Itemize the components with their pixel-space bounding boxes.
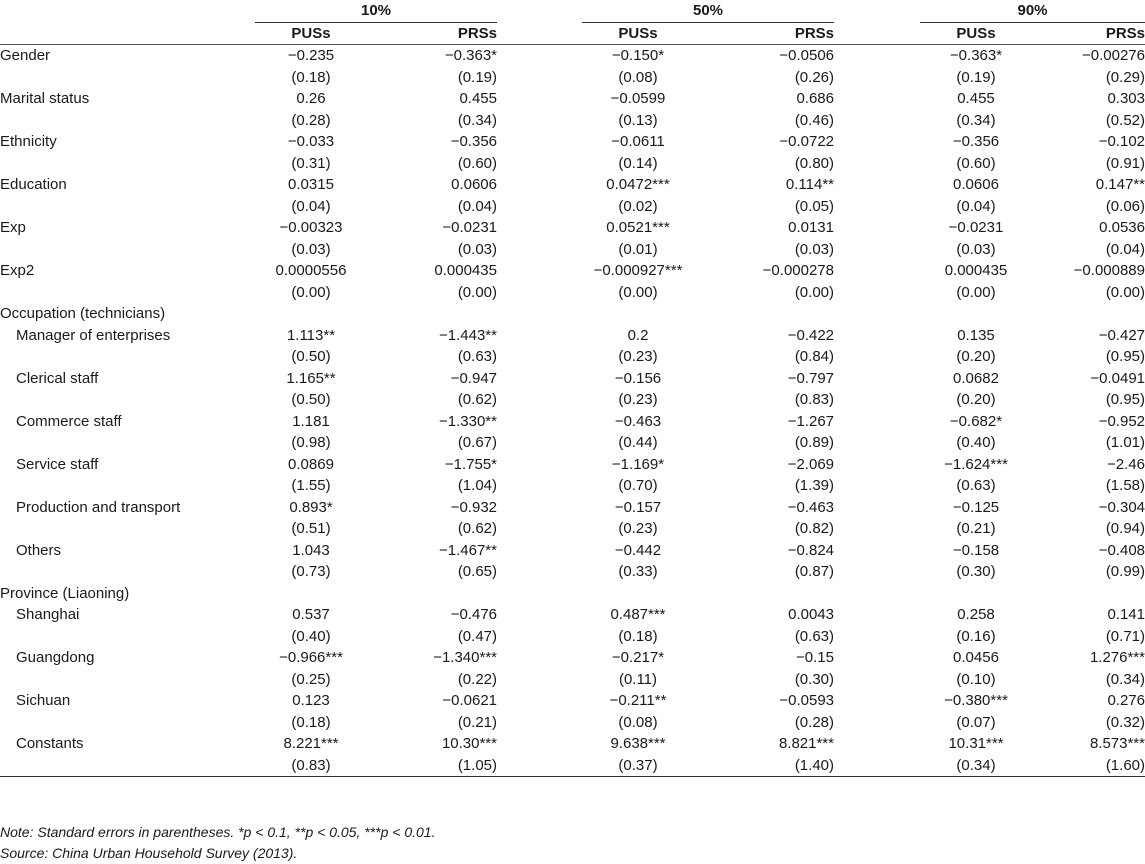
coefficient-cell: 10.30*** [441,735,497,752]
standard-error-cell: (0.04) [457,197,497,215]
standard-error-cell: (0.99) [1105,563,1145,580]
standard-error-cell: (0.04) [291,197,331,215]
coefficient-cell: 1.113** [286,326,336,344]
standard-error-cell: (0.71) [1105,627,1145,645]
coefficient-cell: −0.125 [952,498,1000,516]
coefficient-cell: −0.158 [952,541,1000,559]
standard-error-cell: (0.04) [1105,240,1145,258]
standard-error-cell: (0.95) [1105,348,1145,365]
coefficient-cell: 0.0521*** [606,219,670,236]
standard-error-cell: (0.21) [956,520,996,537]
row-label: Constants [16,735,84,752]
coefficient-cell: 0.276 [1107,692,1145,709]
standard-error-cell: (0.87) [794,563,834,580]
standard-error-cell: (0.60) [956,154,996,172]
coefficient-cell: 9.638*** [610,735,666,752]
coefficient-cell: 0.0606 [953,176,999,193]
coefficient-cell: −1.467** [439,541,497,559]
coefficient-cell: 0.0606 [451,176,497,193]
coefficient-cell: 8.573*** [1089,735,1145,752]
coefficient-cell: 0.303 [1107,90,1145,107]
standard-error-cell: (0.73) [291,563,331,580]
standard-error-cell: (0.00) [1105,283,1145,301]
coefficient-cell: −0.0593 [779,692,834,709]
row-label: Sichuan [16,692,71,709]
standard-error-cell: (0.00) [457,283,497,301]
standard-error-cell: (0.08) [618,68,658,86]
standard-error-cell: (0.23) [618,348,658,365]
coefficient-cell: 0.123 [292,692,330,709]
coefficient-cell: 1.165** [286,369,336,387]
standard-error-cell: (0.18) [291,713,331,731]
standard-error-cell: (0.30) [794,670,834,688]
coefficient-cell: −0.0611 [611,133,665,150]
standard-error-row [0,561,1145,583]
coefficient-cell: −0.0599 [610,90,666,107]
coefficient-cell: 0.0536 [1099,219,1145,236]
coefficient-cell: 0.2 [627,326,649,344]
coefficient-cell: −1.169* [611,455,665,473]
coefficient-cell: −0.211** [609,692,667,709]
standard-error-cell: (1.01) [1105,434,1145,451]
coefficient-cell: 0.0000556 [275,262,347,279]
coefficient-cell: −2.46 [1107,455,1145,473]
coefficient-row [0,260,1145,282]
row-label: Commerce staff [16,412,122,430]
coefficient-cell: 0.0869 [288,455,334,473]
coefficient-cell: −0.463 [614,412,662,430]
coefficient-cell: −0.0506 [779,47,834,64]
standard-error-cell: (0.34) [1105,670,1145,688]
row-label: Shanghai [16,606,80,623]
standard-error-cell: (0.51) [291,520,331,537]
section-heading-row [0,303,1145,325]
standard-error-cell: (0.00) [794,283,834,301]
coefficient-cell: −0.824 [787,541,834,559]
coefficient-cell: −0.952 [1098,412,1145,430]
standard-error-row [0,669,1145,691]
coefficient-cell: −0.797 [787,369,834,387]
coefficient-row [0,325,1145,347]
coefficient-cell: −0.422 [787,326,834,344]
coefficient-row [0,174,1145,196]
coefficient-cell: 0.455 [957,90,995,107]
coefficient-row [0,131,1145,153]
standard-error-cell: (0.00) [956,283,996,301]
row-label: Exp2 [0,262,35,279]
standard-error-row [0,626,1145,648]
coefficient-cell: −0.0491 [1090,369,1145,387]
standard-error-cell: (0.04) [956,197,996,215]
coefficient-cell: −0.363* [444,47,497,64]
standard-error-cell: (0.08) [618,713,658,731]
subheader-row [0,22,1145,45]
standard-error-cell: (0.18) [291,68,331,86]
coefficient-cell: 0.135 [957,326,995,344]
coefficient-cell: −0.304 [1098,498,1145,516]
standard-error-cell: (0.23) [618,391,658,408]
standard-error-cell: (0.14) [618,154,658,172]
standard-error-cell: (0.05) [794,197,834,215]
standard-error-cell: (0.02) [618,197,658,215]
standard-error-cell: (0.11) [618,670,658,688]
standard-error-cell: (0.01) [618,240,658,258]
coefficient-cell: 1.276*** [1089,649,1145,666]
source-line: Source: China Urban Household Survey (2013). [0,845,298,861]
standard-error-cell: (0.21) [457,713,497,731]
coefficient-cell: 0.686 [796,90,834,107]
coefficient-row [0,733,1145,755]
row-label: Service staff [16,455,99,473]
standard-error-cell: (1.39) [794,477,834,494]
note-line [0,822,1140,843]
coefficient-cell: −0.0231 [442,219,497,236]
standard-error-cell: (0.91) [1105,154,1145,172]
coefficient-cell: −0.000889 [1073,262,1145,279]
standard-error-cell: (0.25) [291,670,331,688]
row-label: Gender [0,47,51,64]
coefficient-cell: −0.000927*** [593,262,683,279]
standard-error-row [0,712,1145,734]
standard-error-cell: (0.28) [291,111,331,129]
coefficient-cell: −0.000278 [762,262,834,279]
coefficient-cell: 8.821*** [778,735,834,752]
standard-error-cell: (0.63) [457,348,497,365]
standard-error-cell: (0.30) [956,563,996,580]
row-label: Ethnicity [0,133,57,150]
coefficient-row [0,368,1145,390]
standard-error-cell: (1.04) [457,477,497,494]
row-label: Guangdong [16,649,95,666]
standard-error-cell: (0.37) [582,755,694,777]
coefficient-cell: −0.363* [949,47,1003,64]
standard-error-row [0,389,1145,411]
standard-error-cell: (0.06) [1105,197,1145,215]
standard-error-row [0,196,1145,218]
standard-error-cell: (1.58) [1105,477,1145,494]
standard-error-cell: (0.03) [956,240,996,258]
standard-error-cell: (0.44) [618,434,658,451]
coefficient-cell: 0.114** [785,176,834,193]
coefficient-cell: −0.966*** [279,649,343,666]
quantile-header-row [0,0,1145,22]
coefficient-cell: −0.947 [450,369,497,387]
row-label: Manager of enterprises [16,326,171,344]
coefficient-cell: 0.0043 [788,606,834,623]
coefficient-row [0,217,1145,239]
coefficient-cell: −0.00323 [279,219,343,236]
coefficient-cell: 0.0315 [288,176,334,193]
coefficient-row [0,647,1145,669]
coefficient-row [0,88,1145,110]
standard-error-cell: (1.55) [291,477,331,494]
coefficient-cell: −0.217* [611,649,665,666]
quantile-header: 50% [582,0,834,22]
standard-error-row [0,475,1145,497]
coefficient-cell: 0.000435 [944,262,1008,279]
standard-error-cell: (0.80) [794,154,834,172]
coefficient-cell: −1.755* [444,455,497,473]
coefficient-cell: −0.0621 [442,692,497,709]
coefficient-cell: 0.537 [292,606,330,623]
standard-error-cell: (0.29) [1105,68,1145,86]
standard-error-cell: (0.40) [956,434,996,451]
standard-error-row [0,518,1145,540]
coefficient-row [0,690,1145,712]
standard-error-cell: (0.19) [956,68,996,86]
standard-error-cell: (0.03) [794,240,834,258]
table-body [0,45,1145,777]
column-header: PRSs [694,22,834,45]
quantile-header: 90% [920,0,1145,22]
note-prefix: Note: Standard errors in parentheses. [0,824,239,840]
coefficient-cell: 1.043 [292,541,330,559]
standard-error-cell: (0.34) [920,755,1032,777]
coefficient-cell: −2.069 [787,455,834,473]
coefficient-cell: −0.356 [952,133,1000,150]
coefficient-row [0,411,1145,433]
standard-error-row [0,755,1145,777]
standard-error-cell: (0.50) [291,348,331,365]
standard-error-cell: (0.62) [457,391,497,408]
standard-error-cell: (0.60) [457,154,497,172]
coefficient-cell: −0.463 [787,498,834,516]
standard-error-cell: (0.46) [794,111,834,129]
standard-error-cell: (0.65) [457,563,497,580]
row-label: Production and transport [16,498,181,516]
coefficient-cell: −0.408 [1098,541,1145,559]
column-header: PRSs [1032,22,1145,45]
standard-error-cell: (0.03) [457,240,497,258]
standard-error-cell: (0.94) [1105,520,1145,537]
coefficient-cell: 1.181 [292,412,330,430]
coefficient-cell: −0.15 [796,649,834,666]
coefficient-cell: −0.157 [614,498,662,516]
standard-error-row [0,346,1145,368]
coefficient-cell: −0.932 [450,498,497,516]
table-notes [0,822,1140,864]
standard-error-cell: (1.60) [1032,755,1145,777]
coefficient-row [0,454,1145,476]
standard-error-cell: (0.20) [956,348,996,365]
standard-error-cell: (0.33) [618,563,658,580]
standard-error-cell: (0.67) [457,434,497,451]
standard-error-cell: (0.22) [457,670,497,688]
standard-error-cell: (0.26) [794,68,834,86]
coefficient-cell: −0.00276 [1082,47,1145,64]
coefficient-row [0,604,1145,626]
coefficient-cell: −1.267 [787,412,834,430]
row-label: Clerical staff [16,369,99,387]
coefficient-cell: 0.26 [296,90,326,107]
coefficient-cell: −0.156 [614,369,662,387]
coefficient-cell: 0.0131 [788,219,834,236]
standard-error-cell: (0.95) [1105,391,1145,408]
standard-error-cell: (0.47) [457,627,497,645]
standard-error-cell: (0.83) [255,755,367,777]
coefficient-cell: 8.221*** [283,735,339,752]
standard-error-cell: (0.84) [794,348,834,365]
coefficient-cell: 0.487*** [610,606,666,623]
coefficient-cell: −1.330** [439,412,497,430]
coefficient-cell: −0.476 [450,606,497,623]
standard-error-cell: (0.40) [291,627,331,645]
row-label: Marital status [0,90,90,107]
standard-error-cell: (0.20) [956,391,996,408]
coefficient-cell: −0.356 [450,133,497,150]
standard-error-row [0,110,1145,132]
standard-error-cell: (1.05) [367,755,497,777]
standard-error-cell: (0.10) [956,670,996,688]
coefficient-cell: 0.455 [459,90,497,107]
standard-error-cell: (0.34) [956,111,996,129]
coefficient-cell: 0.0456 [953,649,999,666]
coefficient-cell: −1.340*** [433,649,497,666]
standard-error-cell: (0.00) [291,283,331,301]
standard-error-cell: (0.19) [457,68,497,86]
coefficient-cell: −0.0231 [948,219,1004,236]
standard-error-cell: (0.82) [794,520,834,537]
coefficient-cell: −0.235 [287,47,335,64]
coefficient-cell: 0.147** [1095,176,1145,193]
standard-error-cell: (0.62) [457,520,497,537]
standard-error-cell: (0.89) [794,434,834,451]
coefficient-cell: −0.427 [1098,326,1145,344]
coefficient-cell: 0.893* [289,498,333,516]
section-heading-row [0,583,1145,605]
coefficient-cell: 10.31*** [948,735,1004,752]
column-header: PUSs [920,22,1032,45]
coefficient-cell: −0.102 [1098,133,1145,150]
coefficient-row [0,497,1145,519]
standard-error-row [0,239,1145,261]
standard-error-cell: (1.40) [694,755,834,777]
coefficient-cell: 0.0472*** [606,176,670,193]
standard-error-cell: (0.16) [956,627,996,645]
standard-error-row [0,67,1145,89]
quantile-header: 10% [255,0,497,22]
row-label: Education [0,176,67,193]
column-header: PUSs [582,22,694,45]
standard-error-row [0,282,1145,304]
standard-error-cell: (0.23) [618,520,658,537]
coefficient-cell: 0.0682 [953,369,999,387]
standard-error-cell: (0.98) [291,434,331,451]
standard-error-cell: (0.03) [291,240,331,258]
standard-error-cell: (0.07) [956,713,996,731]
coefficient-cell: 0.000435 [434,262,497,279]
row-label: Exp [0,219,26,236]
column-header: PRSs [367,22,497,45]
row-label: Province (Liaoning) [0,584,130,602]
standard-error-cell: (0.13) [618,111,658,129]
standard-error-cell: (0.00) [618,283,658,301]
standard-error-cell: (0.63) [794,627,834,645]
standard-error-cell: (0.32) [1105,713,1145,731]
standard-error-cell: (0.34) [457,111,497,129]
column-header: PUSs [255,22,367,45]
standard-error-cell: (0.83) [794,391,834,408]
coefficient-cell: 0.141 [1107,606,1145,623]
standard-error-row [0,432,1145,454]
standard-error-cell: (0.52) [1105,111,1145,129]
coefficient-row [0,45,1145,67]
coefficient-row [0,540,1145,562]
coefficient-cell: −0.380*** [944,692,1008,709]
row-label: Others [16,541,62,559]
coefficient-cell: −0.442 [614,541,662,559]
significance-note: *p < 0.1, **p < 0.05, ***p < 0.01. [238,824,436,840]
standard-error-row [0,153,1145,175]
coefficient-cell: −0.0722 [779,133,834,150]
coefficient-cell: −0.033 [287,133,335,150]
standard-error-cell: (0.70) [618,477,658,494]
standard-error-cell: (0.50) [291,391,331,408]
coefficient-cell: −1.443** [439,326,497,344]
coefficient-cell: −0.682* [949,412,1003,430]
standard-error-cell: (0.18) [618,627,658,645]
standard-error-cell: (0.31) [291,154,331,172]
coefficient-cell: −0.150* [611,47,665,64]
standard-error-cell: (0.63) [956,477,996,494]
coefficient-cell: 0.258 [957,606,995,623]
row-label: Occupation (technicians) [0,305,166,322]
coefficient-cell: −1.624*** [944,455,1008,473]
standard-error-cell: (0.28) [794,713,834,731]
